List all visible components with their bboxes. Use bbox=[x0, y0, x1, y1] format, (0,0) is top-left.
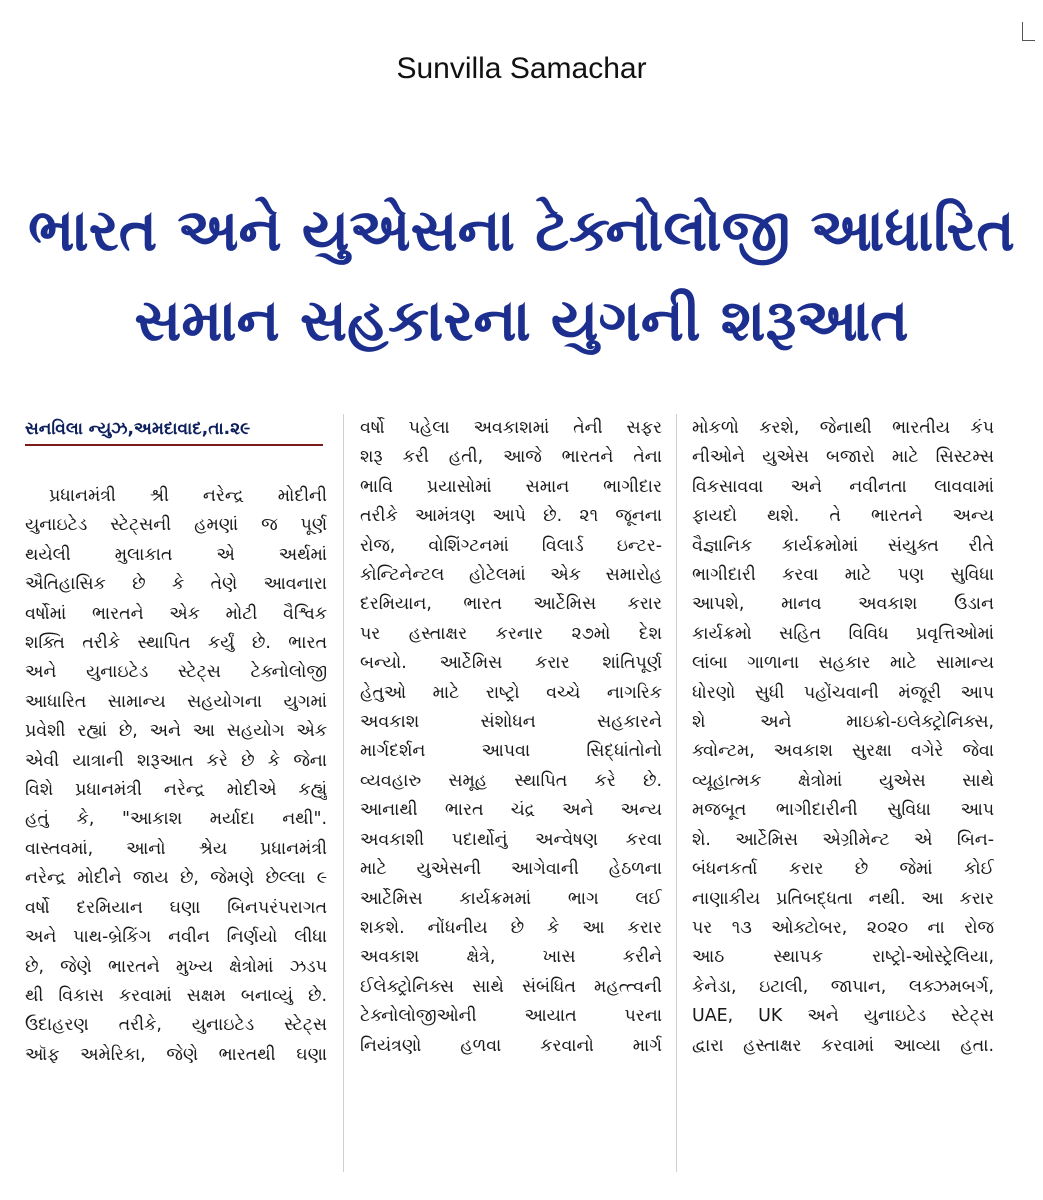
text-line: કેનેડા, ઇટાલી, જાપાન, લક્ઝમબર્ગ, bbox=[692, 976, 994, 997]
text-line: શે અને માઇક્રો-ઇલેક્ટ્રોનિક્સ, bbox=[692, 712, 994, 733]
text-line: વર્ષોમાં ભારતને એક મોટી વૈશ્વિક bbox=[25, 603, 327, 624]
column-divider bbox=[343, 414, 344, 1172]
text-line: ફાયદો થશે. તે ભારતને અન્ય bbox=[692, 506, 994, 527]
text-line: અવકાશી પદાર્થોનું અન્વેષણ કરવા bbox=[360, 829, 662, 850]
text-line: લાંબા ગાળાના સહકાર માટે સામાન્ય bbox=[692, 653, 994, 674]
text-line: પ્રવેશી રહ્યાં છે, અને આ સહયોગ એક bbox=[25, 721, 327, 742]
text-line: આઠ સ્થાપક રાષ્ટ્રો-ઓસ્ટ્રેલિયા, bbox=[692, 947, 994, 968]
text-line: ટેક્નોલોજીઓની આયાત પરના bbox=[360, 1006, 662, 1027]
text-line: ધોરણો સુધી પહોંચવાની મંજૂરી આપ bbox=[692, 682, 994, 703]
text-line: આનાથી ભારત ચંદ્ર અને અન્ય bbox=[360, 800, 662, 821]
text-line: વ્યવહારુ સમૂહ સ્થાપિત કરે છે. bbox=[360, 770, 662, 791]
text-line: નાણાકીય પ્રતિબદ્ધતા નથી. આ કરાર bbox=[692, 888, 994, 909]
text-line: અવકાશ સંશોધન સહકારને bbox=[360, 712, 662, 733]
text-line: માટે યુએસની આગેવાની હેઠળના bbox=[360, 859, 662, 880]
text-line: આર્ટેમિસ કાર્યક્રમમાં ભાગ લઈ bbox=[360, 888, 662, 909]
newspaper-name: Sunvilla Samachar bbox=[396, 52, 647, 85]
text-line: આપશે, માનવ અવકાશ ઉડાન bbox=[692, 594, 994, 615]
text-line: વાસ્તવમાં, આનો શ્રેય પ્રધાનમંત્રી bbox=[25, 838, 327, 859]
text-line: શક્તિ તરીકે સ્થાપિત કર્યું છે. ભારત bbox=[25, 633, 327, 654]
text-line: વ્યૂહાત્મક ક્ષેત્રોમાં યુએસ સાથે bbox=[692, 770, 994, 791]
text-line: અને પાથ-બ્રેકિંગ નવીન નિર્ણયો લીધા bbox=[25, 927, 327, 948]
text-line: હતું કે, "આકાશ મર્યાદા નથી". bbox=[25, 809, 327, 830]
text-line: વર્ષો પહેલા અવકાશમાં તેની સફર bbox=[360, 418, 662, 438]
text-line: ઑફ અમેરિકા, જેણે ભારતથી ઘણા bbox=[25, 1044, 327, 1065]
text-line: ઉદાહરણ તરીકે, યુનાઇટેડ સ્ટેટ્સ bbox=[25, 1015, 327, 1036]
article-column-1 bbox=[25, 414, 327, 1070]
text-line: કોન્ટિનેન્ટલ હોટેલમાં એક સમારોહ bbox=[360, 565, 662, 586]
text-line: થયેલી મુલાકાત એ અર્થમાં bbox=[25, 544, 327, 565]
headline-line-2: સમાન સહકારના યુગની શરૂઆત bbox=[134, 286, 909, 354]
text-line: વૈજ્ઞાનિક કાર્યક્રમોમાં સંયુક્ત રીતે bbox=[692, 535, 994, 556]
text-line: વર્ષો દરમિયાન ઘણા બિનપરંપરાગત bbox=[25, 897, 327, 918]
text-line: ભાવિ પ્રયાસોમાં સમાન ભાગીદાર bbox=[360, 476, 662, 497]
text-line: આધારિત સામાન્ય સહયોગના યુગમાં bbox=[25, 691, 327, 712]
column-divider bbox=[676, 414, 677, 1172]
headline bbox=[20, 185, 1023, 365]
text-line: વિકસાવવા અને નવીનતા લાવવામાં bbox=[692, 476, 994, 497]
text-line: થી વિકાસ કરવામાં સક્ષમ બનાવ્યું છે. bbox=[25, 985, 327, 1006]
text-line: છે, જેણે ભારતને મુખ્ય ક્ષેત્રોમાં ઝડપ bbox=[25, 956, 327, 977]
text-line: યુનાઇટેડ સ્ટેટ્સની હમણાં જ પૂર્ણ bbox=[25, 515, 327, 536]
article-column-2 bbox=[360, 414, 662, 1061]
text-line: ઐતિહાસિક છે કે તેણે આવનારા bbox=[25, 574, 327, 595]
text-line: દ્વારા હસ્તાક્ષર કરવામાં આવ્યા હતા. bbox=[692, 1035, 994, 1056]
text-line: ભાગીદારી કરવા માટે પણ સુવિધા bbox=[692, 565, 994, 586]
dateline-underline bbox=[25, 444, 323, 446]
text-line: બન્યો. આર્ટેમિસ કરાર શાંતિપૂર્ણ bbox=[360, 653, 662, 674]
text-line: નિયંત્રણો હળવા કરવાનો માર્ગ bbox=[360, 1035, 662, 1056]
dateline: સનવિલા ન્યુઝ,અમદાવાદ,તા.૨૯ bbox=[25, 419, 251, 439]
text-line: વિશે પ્રધાનમંત્રી નરેન્દ્ર મોદીએ કહ્યું bbox=[25, 780, 327, 801]
text-line: ઈલેક્ટ્રોનિક્સ સાથે સંબંધિત મહત્ત્વની bbox=[360, 976, 662, 997]
text-line: માર્ગદર્શન આપવા સિદ્ધાંતોનો bbox=[360, 741, 662, 762]
text-line: એવી યાત્રાની શરૂઆત કરે છે કે જેના bbox=[25, 750, 327, 771]
text-line: નરેન્દ્ર મોદીને જાય છે, જેમણે છેલ્લા ૯ bbox=[25, 868, 327, 889]
text-line: શે. આર્ટેમિસ એગ્રીમેન્ટ એ બિન- bbox=[692, 829, 994, 850]
text-line: હેતુઓ માટે રાષ્ટ્રો વચ્ચે નાગરિક bbox=[360, 682, 662, 703]
text-line: મજબૂત ભાગીદારીની સુવિધા આપ bbox=[692, 800, 994, 821]
text-line: દરમિયાન, ભારત આર્ટેમિસ કરાર bbox=[360, 594, 662, 615]
text-line: શરૂ કરી હતી, આજે ભારતને તેના bbox=[360, 447, 662, 468]
text-line: શકશે. નોંધનીય છે કે આ કરાર bbox=[360, 917, 662, 938]
text-line: બંધનકર્તા કરાર છે જેમાં કોઈ bbox=[692, 859, 994, 880]
text-line: પર હસ્તાક્ષર કરનાર ૨૭મો દેશ bbox=[360, 623, 662, 644]
text-line: પ્રધાનમંત્રી શ્રી નરેન્દ્ર મોદીની bbox=[49, 486, 327, 506]
text-line: મોકળો કરશે, જેનાથી ભારતીય કંપ bbox=[692, 418, 994, 438]
text-line: UAE, UK અને યુનાઇટેડ સ્ટેટ્સ bbox=[692, 1006, 994, 1027]
text-line: રોજ, વોશિંગ્ટનમાં વિલાર્ડ ઇન્ટર- bbox=[360, 535, 662, 556]
text-line: પર ૧૩ ઓક્ટોબર, ૨૦૨૦ ના રોજ bbox=[692, 917, 994, 938]
article-column-3 bbox=[692, 414, 994, 1061]
text-line: અને યુનાઇટેડ સ્ટેટ્સ ટેક્નોલોજી bbox=[25, 662, 327, 683]
text-line: નીઓને યુએસ બજારો માટે સિસ્ટમ્સ bbox=[692, 447, 994, 468]
text-line: ક્વોન્ટમ, અવકાશ સુરક્ષા વગેરે જેવા bbox=[692, 741, 994, 762]
text-line: અવકાશ ક્ષેત્રે, ખાસ કરીને bbox=[360, 947, 662, 968]
text-line: કાર્યક્રમો સહિત વિવિધ પ્રવૃત્તિઓમાં bbox=[692, 623, 994, 644]
corner-crop-mark bbox=[1022, 22, 1035, 41]
headline-line-1: ભારત અને યુએસના ટેક્નોલોજી આધારિત bbox=[28, 196, 1015, 264]
text-line: તરીકે આમંત્રણ આપે છે. ૨૧ જૂનના bbox=[360, 506, 662, 527]
